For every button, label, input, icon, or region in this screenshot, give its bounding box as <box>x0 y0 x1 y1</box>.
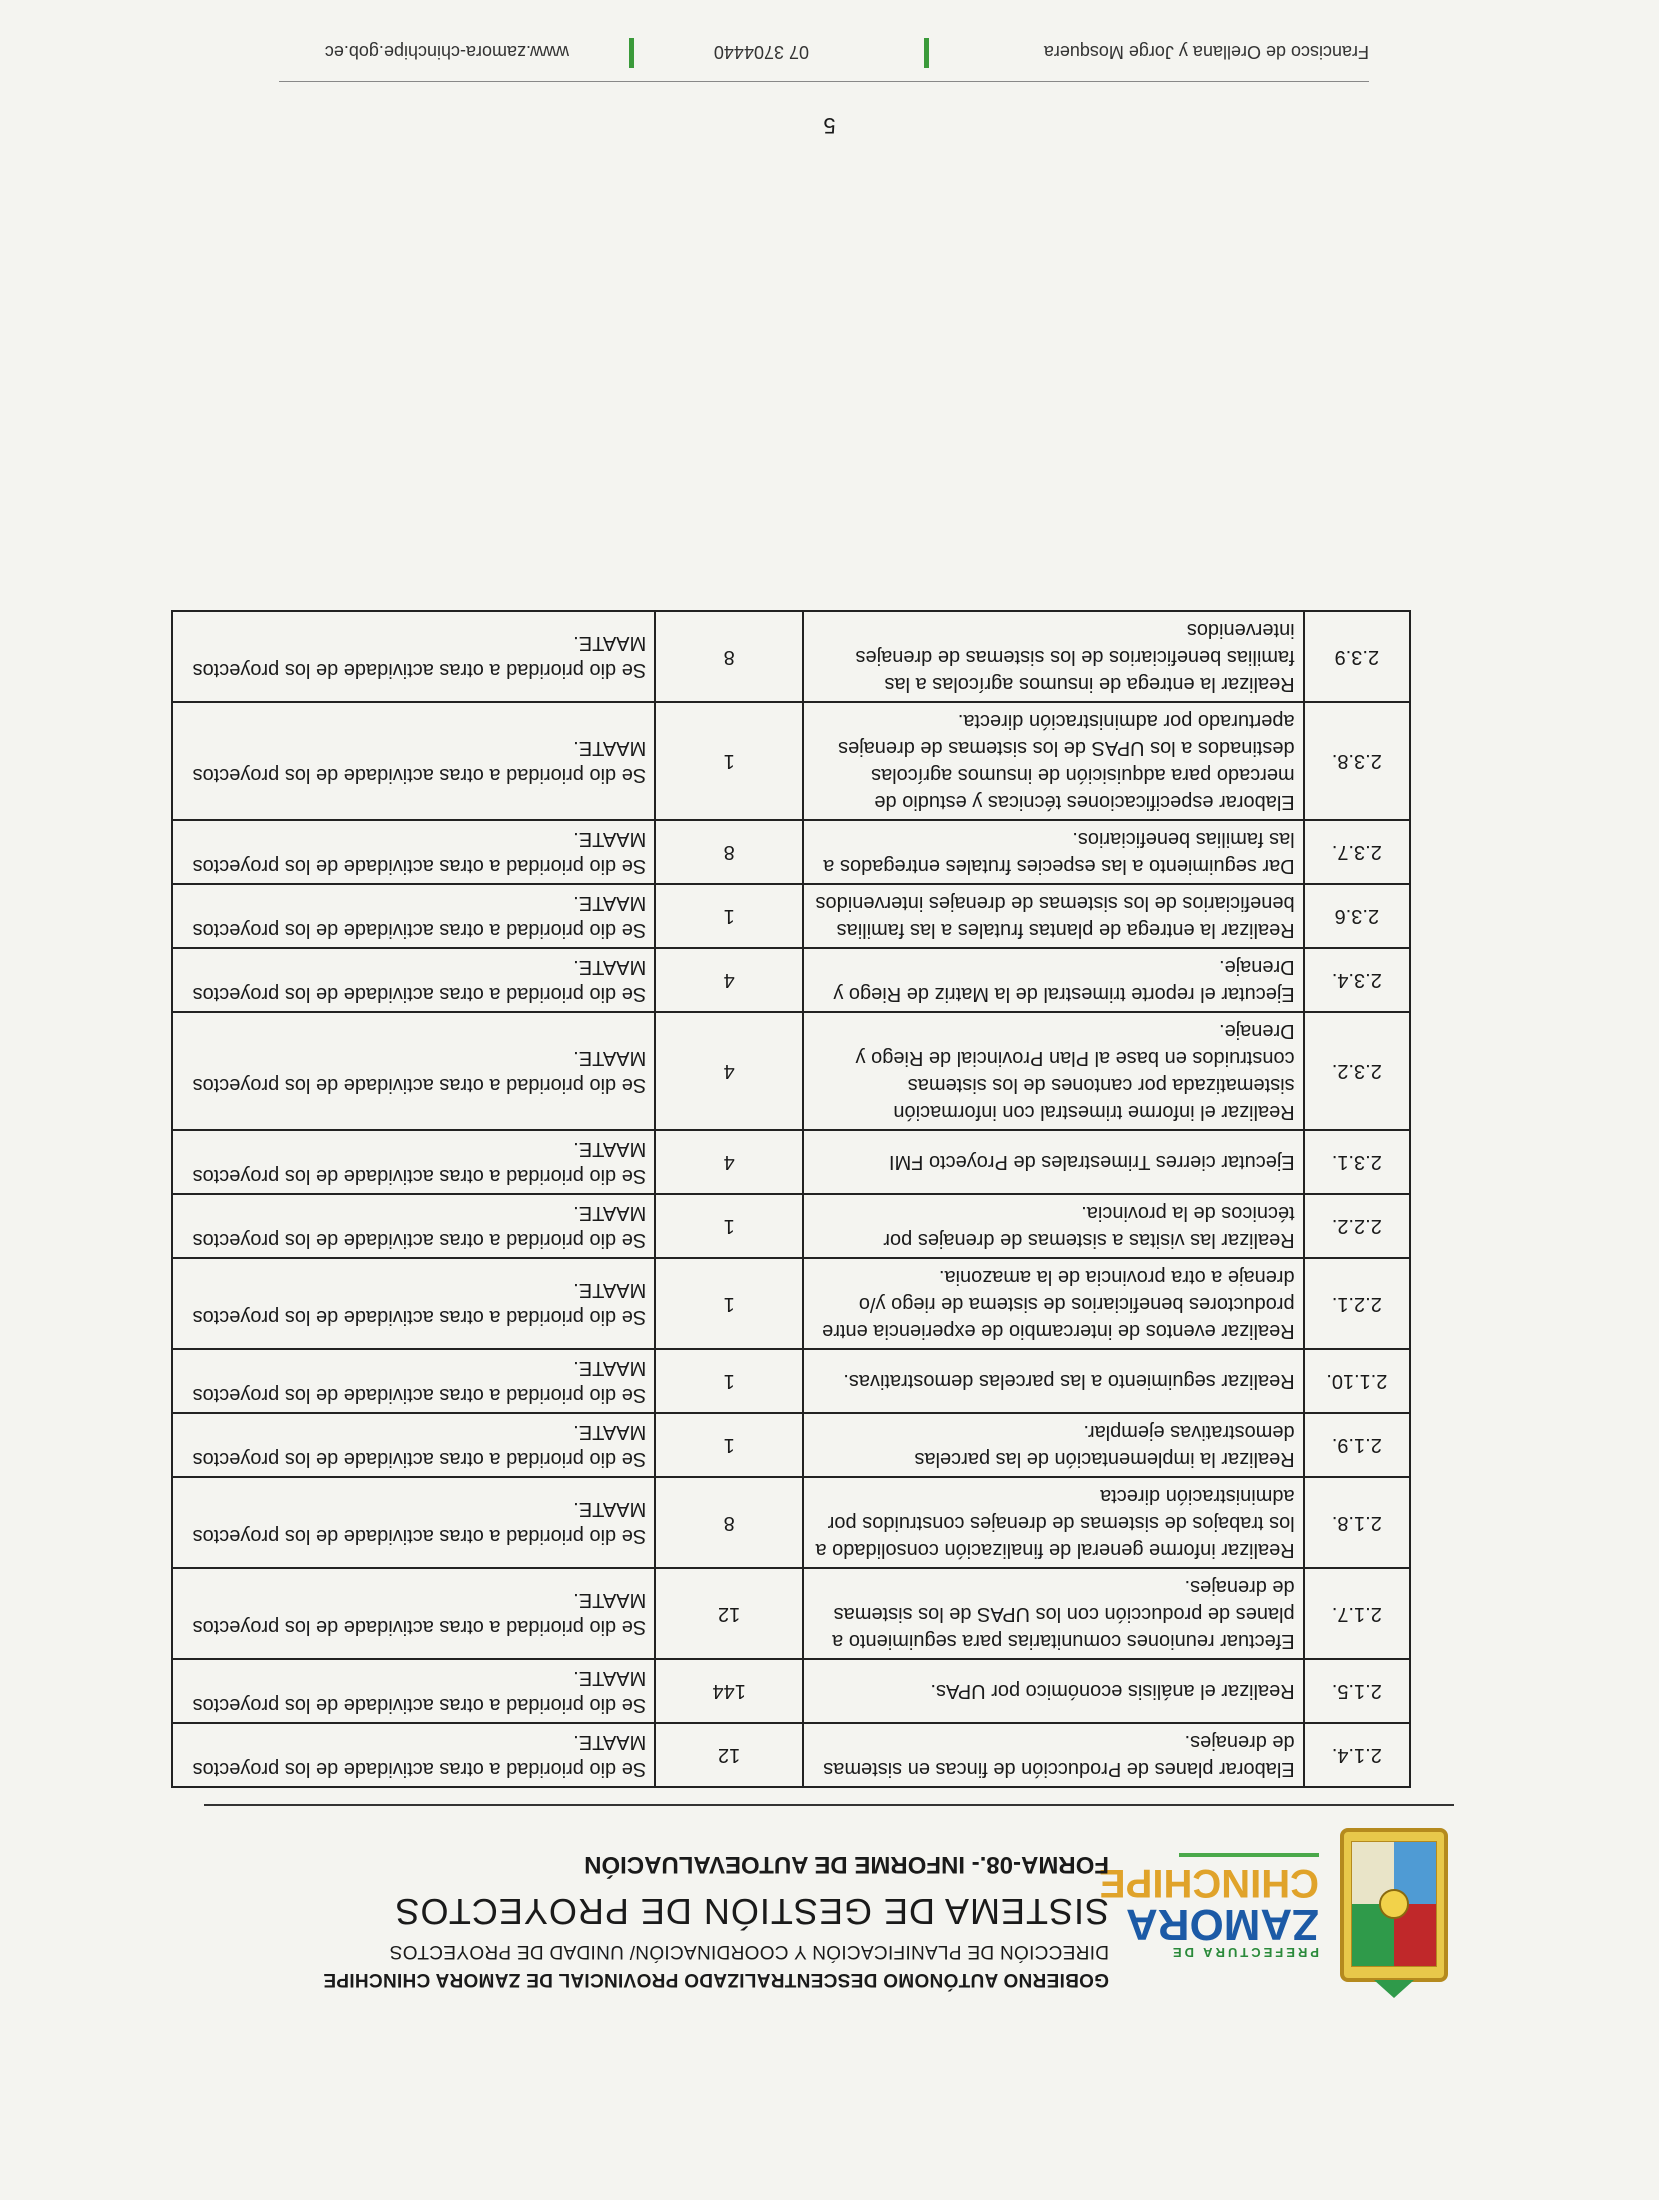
row-code: 2.1.5. <box>1304 1659 1410 1723</box>
footer-separator <box>629 38 634 68</box>
row-code: 2.3.4. <box>1304 948 1410 1012</box>
page-number: 5 <box>823 113 836 138</box>
row-activity: Realizar la entrega de insumos agrícolas a las familias beneficiarios de los sistemas de drenajes intervenidos <box>803 611 1304 702</box>
table-row <box>172 1194 1410 1258</box>
row-code: 2.3.6 <box>1304 884 1410 948</box>
row-code: 2.3.9 <box>1304 611 1410 702</box>
row-code: 2.3.1. <box>1304 1130 1410 1194</box>
table-row <box>172 1258 1410 1349</box>
row-observation: Se dio prioridad a otras actividade de los proyectos MAATE. <box>172 1659 655 1723</box>
table-row <box>172 1723 1410 1787</box>
table-row <box>172 948 1410 1012</box>
row-observation: Se dio prioridad a otras actividade de los proyectos MAATE. <box>172 1568 655 1659</box>
table-row <box>172 820 1410 884</box>
row-value: 4 <box>655 1012 803 1130</box>
table-row <box>172 1130 1410 1194</box>
brand-name-1: ZAMORA <box>1125 1900 1319 1949</box>
row-code: 2.1.9. <box>1304 1413 1410 1477</box>
row-activity: Realizar informe general de finalización consolidado a los trabajos de sistemas de drenajes construidos por administración directa <box>803 1477 1304 1568</box>
header-rule <box>204 1804 1454 1806</box>
row-activity: Realizar eventos de intercambio de experiencia entre productores beneficiarios de sistema de riego y/o drenaje a otra provincia de la amazonia. <box>803 1258 1304 1349</box>
row-activity: Ejecutar el reporte trimestral de la Matriz de Riego y Drenaje. <box>803 948 1304 1012</box>
system-title: SISTEMA DE GESTIÓN DE PROYECTOS <box>394 1891 1109 1932</box>
row-value: 1 <box>655 1413 803 1477</box>
row-observation: Se dio prioridad a otras actividade de los proyectos MAATE. <box>172 1723 655 1787</box>
province-seal-logo <box>1334 1820 1454 2000</box>
table-row <box>172 1012 1410 1130</box>
table-row <box>172 1349 1410 1413</box>
footer-phone: 07 3704440 <box>713 42 809 62</box>
footer-separator <box>924 38 929 68</box>
row-observation: Se dio prioridad a otras actividade de los proyectos MAATE. <box>172 1477 655 1568</box>
row-observation: Se dio prioridad a otras actividade de los proyectos MAATE. <box>172 1194 655 1258</box>
row-observation: Se dio prioridad a otras actividade de los proyectos MAATE. <box>172 1349 655 1413</box>
row-activity: Realizar las visitas a sistemas de drenajes por técnicos de la provincia. <box>803 1194 1304 1258</box>
row-observation: Se dio prioridad a otras actividade de los proyectos MAATE. <box>172 884 655 948</box>
department-name: DIRECCIÓN DE PLANIFICACIÓN Y COORDINACIÓN/ UNIDAD DE PROYECTOS <box>389 1941 1109 1962</box>
row-activity: Ejecutar cierres Trimestrales de Proyecto FMI <box>803 1130 1304 1194</box>
brand-prefix: PREFECTURA DE <box>1169 1945 1319 1960</box>
table-row <box>172 611 1410 702</box>
institution-name: GOBIERNO AUTÓNOMO DESCENTRALIZADO PROVINCIAL DE ZAMORA CHINCHIPE <box>323 1969 1109 1990</box>
row-value: 8 <box>655 611 803 702</box>
document-header <box>204 1810 1454 2000</box>
row-value: 12 <box>655 1568 803 1659</box>
row-observation: Se dio prioridad a otras actividade de los proyectos MAATE. <box>172 702 655 820</box>
row-code: 2.3.2. <box>1304 1012 1410 1130</box>
row-value: 4 <box>655 948 803 1012</box>
row-code: 2.1.8. <box>1304 1477 1410 1568</box>
row-activity: Realizar seguimiento a las parcelas demostrativas. <box>803 1349 1304 1413</box>
row-activity: Realizar la entrega de plantas frutales a las familias beneficiarios de los sistemas de drenajes intervenidos <box>803 884 1304 948</box>
brand-underline <box>1179 1853 1319 1857</box>
table-row <box>172 1568 1410 1659</box>
row-activity: Realizar el análisis económico por UPAs. <box>803 1659 1304 1723</box>
row-value: 1 <box>655 1349 803 1413</box>
row-value: 8 <box>655 1477 803 1568</box>
row-activity: Realizar el informe trimestral con información sistematizada por cantones de los sistemas construidos en base al Plan Provincial de Riego y Drenaje. <box>803 1012 1304 1130</box>
row-value: 1 <box>655 702 803 820</box>
row-activity: Elaborar especificaciones técnicas y estudio de mercado para adquisición de insumos agrícolas destinados a los UPAS de los sistemas de drenajes aperturado por administración directa. <box>803 702 1304 820</box>
footer-rule <box>279 81 1369 82</box>
row-observation: Se dio prioridad a otras actividade de los proyectos MAATE. <box>172 1258 655 1349</box>
table-row <box>172 1477 1410 1568</box>
row-value: 8 <box>655 820 803 884</box>
row-observation: Se dio prioridad a otras actividade de los proyectos MAATE. <box>172 611 655 702</box>
page-footer <box>279 30 1369 70</box>
row-code: 2.1.10. <box>1304 1349 1410 1413</box>
row-observation: Se dio prioridad a otras actividade de los proyectos MAATE. <box>172 1012 655 1130</box>
row-code: 2.2.1. <box>1304 1258 1410 1349</box>
row-observation: Se dio prioridad a otras actividade de los proyectos MAATE. <box>172 820 655 884</box>
row-code: 2.2.2. <box>1304 1194 1410 1258</box>
table-row <box>172 702 1410 820</box>
row-activity: Realizar la implementación de las parcelas demostrativas ejemplar. <box>803 1413 1304 1477</box>
row-code: 2.1.7. <box>1304 1568 1410 1659</box>
row-value: 1 <box>655 1194 803 1258</box>
row-value: 4 <box>655 1130 803 1194</box>
row-value: 1 <box>655 1258 803 1349</box>
row-activity: Elaborar planes de Producción de fincas en sistemas de drenajes. <box>803 1723 1304 1787</box>
row-observation: Se dio prioridad a otras actividade de los proyectos MAATE. <box>172 1130 655 1194</box>
table-row <box>172 1413 1410 1477</box>
row-value: 12 <box>655 1723 803 1787</box>
brand-name-2: CHINCHIPE <box>1098 1861 1319 1905</box>
row-activity: Dar seguimiento a las especies frutales entregados a las familias beneficiarios. <box>803 820 1304 884</box>
row-value: 1 <box>655 884 803 948</box>
footer-website: www.zamora-chinchipe.gob.ec <box>324 42 569 62</box>
footer-address: Francisco de Orellana y Jorge Mosquera <box>1043 42 1369 62</box>
row-code: 2.3.8. <box>1304 702 1410 820</box>
brand-wordmark <box>1098 1853 1319 1960</box>
row-observation: Se dio prioridad a otras actividade de los proyectos MAATE. <box>172 1413 655 1477</box>
table-row <box>172 1659 1410 1723</box>
row-code: 2.3.7. <box>1304 820 1410 884</box>
header-text <box>204 1850 1109 1990</box>
activities-table <box>171 610 1411 1788</box>
row-code: 2.1.4. <box>1304 1723 1410 1787</box>
row-observation: Se dio prioridad a otras actividade de los proyectos MAATE. <box>172 948 655 1012</box>
form-title: FORMA-08.- INFORME DE AUTOEVALUACIÓN <box>584 1851 1109 1878</box>
row-activity: Efectuar reuniones comunitarias para seguimiento a planes de producción con los UPAS de los sistemas de drenajes. <box>803 1568 1304 1659</box>
table-row <box>172 884 1410 948</box>
row-value: 144 <box>655 1659 803 1723</box>
